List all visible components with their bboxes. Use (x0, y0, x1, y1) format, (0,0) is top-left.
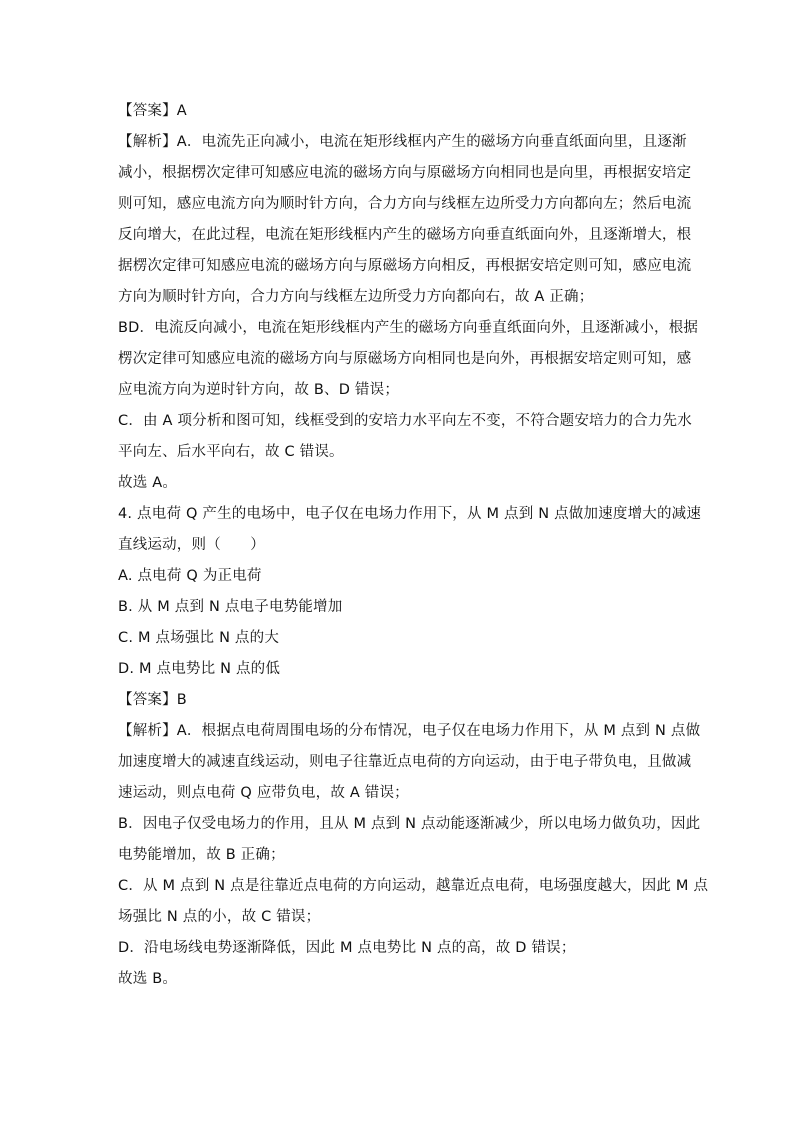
analysis-line: 加速度增大的减速直线运动，则电子往靠近点电荷的方向运动，由于电子带负电，且做减 (118, 754, 692, 770)
analysis-line: 平向左、后水平向右，故 C 错误。 (118, 444, 344, 460)
analysis-line: C．从 M 点到 N 点是往靠近点电荷的方向运动，越靠近点电荷，电场强度越大，因此 M 点 (118, 878, 709, 894)
q4-answer-block (118, 685, 709, 995)
analysis-line: 则可知，感应电流方向为顺时针方向，合力方向与线框左边所受力方向都向左；然后电流 (118, 196, 692, 212)
analysis-line: BD．电流反向减小，电流在矩形线框内产生的磁场方向垂直纸面向外，且逐渐减小，根据 (118, 320, 699, 336)
analysis-line: 反向增大，在此过程，电流在矩形线框内产生的磁场方向垂直纸面向外，且逐渐增大，根 (118, 227, 692, 243)
document-page (118, 96, 709, 995)
analysis-line: 减小，根据楞次定律可知感应电流的磁场方向与原磁场方向相同也是向里，再根据安培定 (118, 165, 692, 181)
analysis-line: C．由 A 项分析和图可知，线框受到的安培力水平向左不变，不符合题安培力的合力先水 (118, 413, 692, 429)
option-a: A. 点电荷 Q 为正电荷 (118, 568, 262, 584)
answer-label: 【答案】B (118, 692, 187, 708)
analysis-line: B．因电子仅受电场力的作用，且从 M 点到 N 点动能逐渐减少，所以电场力做负功，因此 (118, 816, 701, 832)
question-stem: 直线运动，则（ ） (118, 537, 265, 553)
conclusion-line: 故选 A。 (118, 475, 178, 491)
analysis-line: 【解析】A．电流先正向减小，电流在矩形线框内产生的磁场方向垂直纸面向里，且逐渐 (118, 134, 687, 150)
q4-question-block (118, 499, 702, 685)
q3-answer-block (118, 96, 699, 499)
analysis-line: 速运动，则点电荷 Q 应带负电，故 A 错误； (118, 785, 409, 801)
analysis-line: 应电流方向为逆时针方向，故 B、D 错误； (118, 382, 400, 398)
question-stem: 4. 点电荷 Q 产生的电场中，电子仅在电场力作用下，从 M 点到 N 点做加速度增大的减速 (118, 506, 702, 522)
option-d: D. M 点电势比 N 点的低 (118, 661, 281, 677)
analysis-line: 电势能增加，故 B 正确； (118, 847, 285, 863)
conclusion-line: 故选 B。 (118, 971, 178, 987)
analysis-line: 方向为顺时针方向，合力方向与线框左边所受力方向都向右，故 A 正确； (118, 289, 594, 305)
analysis-line: 【解析】A．根据点电荷周围电场的分布情况，电子仅在电场力作用下，从 M 点到 N 点做 (118, 723, 701, 739)
option-c: C. M 点场强比 N 点的大 (118, 630, 280, 646)
analysis-line: 据楞次定律可知感应电流的磁场方向与原磁场方向相反，再根据安培定则可知，感应电流 (118, 258, 692, 274)
answer-label: 【答案】A (118, 103, 187, 119)
analysis-line: 场强比 N 点的小，故 C 错误； (118, 909, 321, 925)
analysis-line: 楞次定律可知感应电流的磁场方向与原磁场方向相同也是向外，再根据安培定则可知，感 (118, 351, 692, 367)
option-b: B. 从 M 点到 N 点电子电势能增加 (118, 599, 343, 615)
analysis-line: D．沿电场线电势逐渐降低，因此 M 点电势比 N 点的高，故 D 错误； (118, 940, 576, 956)
